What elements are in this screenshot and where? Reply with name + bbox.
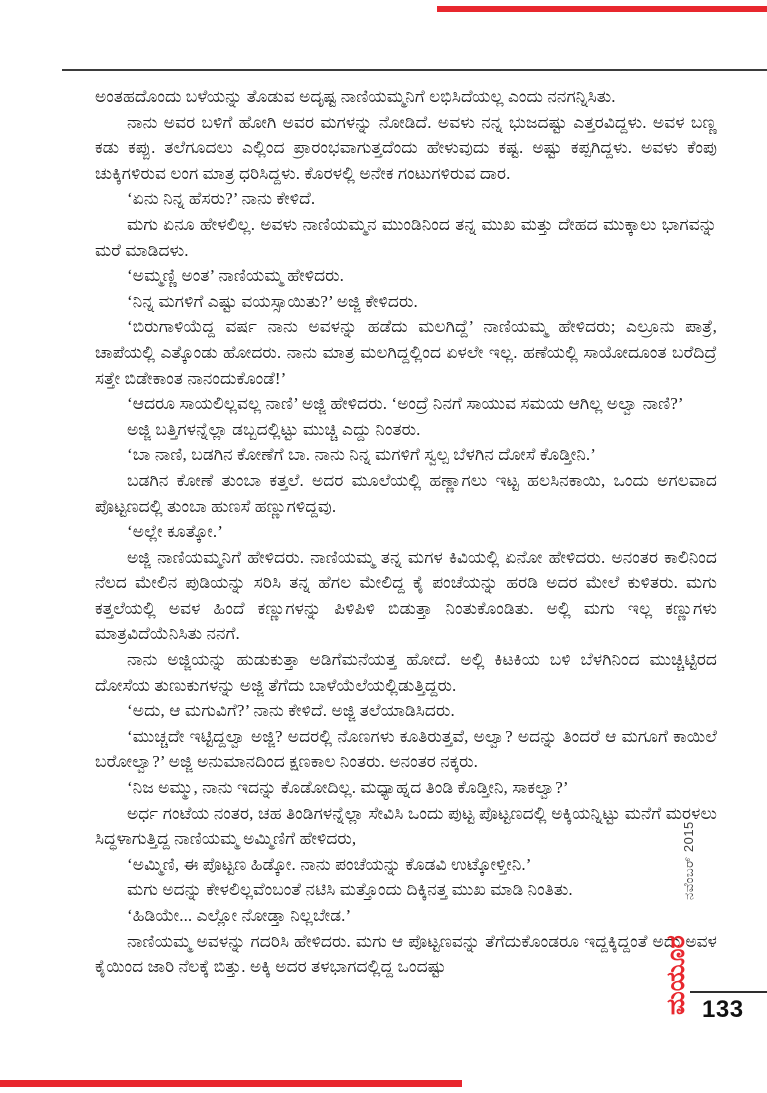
paragraph: ಮಗು ಏನೂ ಹೇಳಲಿಲ್ಲ. ಅವಳು ನಾಣಿಯಮ್ಮನ ಮುಂಡಿನಿಂದ ತನ್ನ ಮುಖ ಮತ್ತು ದೇಹದ ಮುಕ್ಕಾಲು ಭಾಗವನ್ನು ಮರೆ ಮಾಡಿದಳು. bbox=[95, 214, 717, 260]
paragraph: ‘ಬಿರುಗಾಳಿಯೆದ್ದ ವರ್ಷ ನಾನು ಅವಳನ್ನು ಹಡೆದು ಮಲಗಿದ್ದೆ’ ನಾಣಿಯಮ್ಮ ಹೇಳಿದರು; ಎಲ್ರೂನು ಪಾತ್ರೆ, ಚಾಪೆಯಲ್ಲಿ ಎತ್ಕೊಂಡು ಹೋದರು. ನಾನು ಮಾತ್ರ ಮಲಗಿದ್ದಲ್ಲಿಂದ ಏಳಲೇ ಇಲ್ಲ. ಹಣೆಯಲ್ಲಿ ಸಾಯೋದೂಂತ ಬರೆದಿದ್ರೆ ಸತ್ತೇ ಬಿಡೇಕಾಂತ ನಾನಂದುಕೊಂಡೆ!’ bbox=[95, 317, 717, 388]
bottom-edge-red-strip bbox=[0, 1080, 462, 1087]
paragraph: ಅಂತಹದೊಂದು ಬಳೆಯನ್ನು ತೊಡುವ ಅದೃಷ್ಟ ನಾಣಿಯಮ್ಮನಿಗೆ ಲಭಿಸಿದೆಯಲ್ಲ ಎಂದು ನನಗನ್ನಿಸಿತು. bbox=[95, 87, 616, 106]
header-rule bbox=[62, 69, 767, 71]
paragraph: ‘ಮುಚ್ಚದೇ ಇಟ್ಟಿದ್ದಲ್ವಾ ಅಜ್ಜಿ? ಅದರಲ್ಲಿ ನೊಣಗಳು ಕೂತಿರುತ್ತವೆ, ಅಲ್ವಾ? ಅದನ್ನು ತಿಂದರೆ ಆ ಮಗೂಗೆ ಕಾಯಿಲೆ ಬರೋಲ್ವಾ?’ ಅಜ್ಜಿ ಅನುಮಾನದಿಂದ ಕ್ಷಣಕಾಲ ನಿಂತರು. ಅನಂತರ ನಕ್ಕರು. bbox=[95, 726, 717, 772]
paragraph: ‘ಅಮ್ಮಿಣಿ, ಈ ಪೊಟ್ಟಣ ಹಿಡ್ಕೋ. ನಾನು ಪಂಚೆಯನ್ನು ಕೊಡವಿ ಉಟ್ಕೋಳ್ತೀನಿ.’ bbox=[127, 854, 532, 874]
paragraph: ‘ಹಿಡಿಯೇ... ಎಲ್ಲೋ ನೋಡ್ತಾ ನಿಲ್ಲಬೇಡ.’ bbox=[127, 906, 352, 925]
paragraph: ನಾಣಿಯಮ್ಮ ಅವಳನ್ನು ಗದರಿಸಿ ಹೇಳಿದರು. ಮಗು ಆ ಪೊಟ್ಟಣವನ್ನು ತೆಗೆದುಕೊಂಡರೂ ಇದ್ದಕ್ಕಿದ್ದಂತೆ ಅದು ಅವಳ ಕೈಯಿಂದ ಜಾರಿ ನೆಲಕ್ಕೆ ಬಿತ್ತು. ಅಕ್ಕಿ ಅದರ ತಳಭಾಗದಲ್ಲಿದ್ದ ಒಂದಷ್ಟು bbox=[95, 931, 717, 977]
paragraph: ‘ನಿಜ ಅಮ್ಮು, ನಾನು ಇದನ್ನು ಕೊಡೋದಿಲ್ಲ. ಮಧ್ಯಾಹ್ನದ ತಿಂಡಿ ಕೊಡ್ತೀನಿ, ಸಾಕಲ್ವಾ?’ bbox=[127, 778, 569, 798]
paragraph: ನಾನು ಅಜ್ಜಿಯನ್ನು ಹುಡುಕುತ್ತಾ ಅಡಿಗೆಮನೆಯತ್ತ ಹೋದೆ. ಅಲ್ಲಿ ಕಿಟಕಿಯ ಬಳಿ ಬೆಳಗಿನಿಂದ ಮುಚ್ಚಿಟ್ಟಿರದ ದೋಸೆಯ ತುಣುಕುಗಳನ್ನು ಅಜ್ಜಿ ತೆಗೆದು ಬಾಳೆಯೆಲೆಯಲ್ಲಿಡುತ್ತಿದ್ದರು. bbox=[95, 650, 717, 695]
paragraph: ಬಡಗಿನ ಕೋಣೆ ತುಂಬಾ ಕತ್ತಲೆ. ಅದರ ಮೂಲೆಯಲ್ಲಿ ಹಣ್ಣಾಗಲು ಇಟ್ಟ ಹಲಸಿನಕಾಯಿ, ಒಂದು ಅಗಲವಾದ ಪೊಟ್ಟಣದಲ್ಲಿ ತುಂಬಾ ಹುಣಸೆ ಹಣ್ಣುಗಳಿದ್ದವು. bbox=[95, 470, 717, 516]
top-edge-red-strip bbox=[437, 6, 767, 12]
paragraph: ‘ಅದು, ಆ ಮಗುವಿಗೆ?’ ನಾನು ಕೇಳಿದೆ. ಅಜ್ಜಿ ತಲೆಯಾಡಿಸಿದರು. bbox=[127, 701, 455, 721]
magazine-title-vertical-label: ಮಯೂರ bbox=[662, 935, 690, 1015]
paragraph: ನಾನು ಅವರ ಬಳಿಗೆ ಹೋಗಿ ಅವರ ಮಗಳನ್ನು ನೋಡಿದೆ. ಅವಳು ನನ್ನ ಭುಜದಷ್ಟು ಎತ್ತರವಿದ್ದಳು. ಅವಳ ಬಣ್ಣ ಕಡು ಕಪ್ಪು. ತಲೆಗೂದಲು ಎಲ್ಲಿಂದ ಪ್ರಾರಂಭವಾಗುತ್ತದೆಂದು ಹೇಳುವುದು ಕಷ್ಟ. ಅಷ್ಟು ಕಪ್ಪಗಿದ್ದಳು. ಅವಳು ಕೆಂಪು ಚುಕ್ಕಿಗಳಿರುವ ಲಂಗ ಮಾತ್ರ ಧರಿಸಿದ್ದಳು. ಕೊರಳಲ್ಲಿ ಅನೇಕ ಗಂಟುಗಳಿರುವ ದಾರ. bbox=[95, 112, 717, 183]
paragraph: ಅಜ್ಜಿ ನಾಣಿಯಮ್ಮನಿಗೆ ಹೇಳಿದರು. ನಾಣಿಯಮ್ಮ ತನ್ನ ಮಗಳ ಕಿವಿಯಲ್ಲಿ ಏನೋ ಹೇಳಿದರು. ಅನಂತರ ಕಾಲಿನಿಂದ ನೆಲದ ಮೇಲಿನ ಪುಡಿಯನ್ನು ಸರಿಸಿ ತನ್ನ ಹೆಗಲ ಮೇಲಿದ್ದ ಕೈ ಪಂಚೆಯನ್ನು ಹರಡಿ ಅದರ ಮೇಲೆ ಕುಳಿತರು. ಮಗು ಕತ್ತಲೆಯಲ್ಲಿ ಅವಳ ಹಿಂದೆ ಕಣ್ಣುಗಳನ್ನು ಪಿಳಿಪಿಳಿ ಬಿಡುತ್ತಾ ನಿಂತುಕೊಂಡಿತು. ಅಲ್ಲಿ ಮಗು ಇಲ್ಲ ಕಣ್ಣುಗಳು ಮಾತ್ರವಿದೆಯೆನಿಸಿತು ನನಗೆ. bbox=[95, 547, 717, 644]
paragraph: ‘ಆದರೂ ಸಾಯಲಿಲ್ಲವಲ್ಲ ನಾಣಿ’ ಅಜ್ಜಿ ಹೇಳಿದರು. ‘ಅಂದ್ರೆ ನಿನಗೆ ಸಾಯುವ ಸಮಯ ಆಗಿಲ್ಲ ಅಲ್ವಾ ನಾಣಿ?’ bbox=[127, 394, 684, 414]
paragraph: ‘ಬಾ ನಾಣಿ, ಬಡಗಿನ ಕೋಣೆಗೆ ಬಾ. ನಾನು ನಿನ್ನ ಮಗಳಿಗೆ ಸ್ವಲ್ಪ ಬೆಳಗಿನ ದೋಸೆ ಕೊಡ್ತೀನಿ.’ bbox=[127, 445, 597, 465]
paragraph: ‘ಅಲ್ಲೇ ಕೂತ್ಕೋ.’ bbox=[127, 522, 223, 542]
page-number: 133 bbox=[702, 996, 744, 1023]
paragraph: ಅಜ್ಜಿ ಬತ್ತಿಗಳನ್ನೆಲ್ಲಾ ಡಬ್ಬದಲ್ಲಿಟ್ಟು ಮುಚ್ಚಿ ಎದ್ದು ನಿಂತರು. bbox=[127, 419, 421, 439]
story-text-block bbox=[95, 84, 717, 980]
issue-date-vertical-label: ನವೆಂಬರ್ 2015 bbox=[681, 821, 696, 900]
paragraph: ‘ನಿನ್ನ ಮಗಳಿಗೆ ಎಷ್ಟು ವಯಸ್ಸಾಯಿತು?’ ಅಜ್ಜಿ ಕೇಳಿದರು. bbox=[127, 291, 418, 311]
paragraph: ‘ಅಮ್ಮಣ್ಣಿ ಅಂತ’ ನಾಣಿಯಮ್ಮ ಹೇಳಿದರು. bbox=[127, 266, 344, 286]
paragraph: ಮಗು ಅದನ್ನು ಕೇಳಲಿಲ್ಲವೆಂಬಂತೆ ನಟಿಸಿ ಮತ್ತೊಂದು ದಿಕ್ಕಿನತ್ತ ಮುಖ ಮಾಡಿ ನಿಂತಿತು. bbox=[127, 880, 573, 900]
paragraph: ‘ಏನು ನಿನ್ನ ಹೆಸರು?’ ನಾನು ಕೇಳಿದೆ. bbox=[127, 189, 316, 209]
page-number-rule bbox=[690, 991, 767, 993]
paragraph: ಅರ್ಧ ಗಂಟೆಯ ನಂತರ, ಚಹ ತಿಂಡಿಗಳನ್ನೆಲ್ಲಾ ಸೇವಿಸಿ ಒಂದು ಪುಟ್ಟ ಪೊಟ್ಟಣದಲ್ಲಿ ಅಕ್ಕಿಯನ್ನಿಟ್ಟು ಮನೆಗೆ ಮರಳಲು ಸಿದ್ಧಳಾಗುತ್ತಿದ್ದ ನಾಣಿಯಮ್ಮ ಅಮ್ಮಿಣಿಗೆ ಹೇಳಿದರು, bbox=[95, 803, 717, 849]
